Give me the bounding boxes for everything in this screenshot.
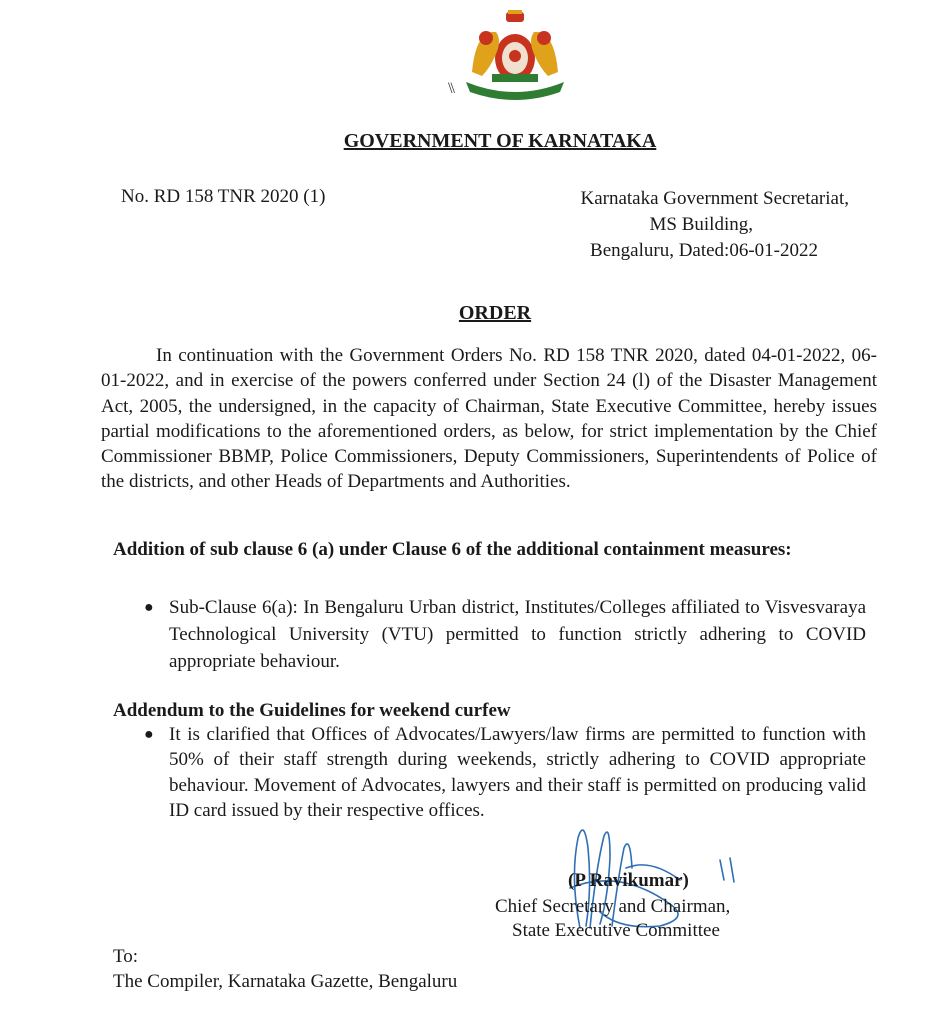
to-label: To:: [113, 946, 139, 967]
reference-number: No. RD 158 TNR 2020 (1): [121, 186, 326, 207]
list-item: [144, 722, 866, 823]
signatory-name: (P Ravikumar): [568, 870, 689, 891]
bullet-list: [144, 722, 866, 823]
bullet-list: [144, 594, 866, 675]
address-line: Bengaluru, Dated:06-01-2022: [590, 240, 818, 261]
address-line: Karnataka Government Secretariat,: [580, 188, 849, 209]
recipient-line: The Compiler, Karnataka Gazette, Bengaluru: [113, 971, 458, 992]
bullet-icon: ●: [144, 599, 154, 616]
karnataka-emblem-icon: [462, 10, 568, 102]
page-title: GOVERNMENT OF KARNATAKA: [343, 130, 657, 152]
order-paragraph: In continuation with the Government Orders No. RD 158 TNR 2020, dated 04-01-2022, 06-01-2022, and in exercise of the powers conferred under Section 24 (l) of the Disaster Management Act, 2005, the undersigned, in the capacity of Chairman, State Executive Committee, hereby issues partial modifications to the aforementioned orders, as below, for strict implementation by the Chief Commissioner BBMP, Police Commissioners, Deputy Commissioners, Superintendents of Police of the districts, and other Heads of Departments and Authorities.: [101, 345, 877, 493]
address-line: MS Building,: [649, 214, 753, 235]
list-item-text: It is clarified that Offices of Advocates/Lawyers/law firms are permitted to function with 50% of their staff strength during weekends, strictly adhering to COVID appropriate behaviour. Movement of Advocates, lawyers and their staff is permitted on producing valid ID card issued by their respective offices.: [169, 724, 866, 821]
bullet-icon: ●: [144, 726, 154, 743]
section-heading: Addendum to the Guidelines for weekend curfew: [113, 700, 511, 721]
signatory-committee: State Executive Committee: [512, 920, 720, 941]
sender-address: [520, 186, 849, 264]
handwritten-mark: \\: [448, 80, 453, 97]
list-item: [144, 594, 866, 675]
list-item-text: Sub-Clause 6(a): In Bengaluru Urban district, Institutes/Colleges affiliated to Visvesvaraya Technological University (VTU) permitted to function strictly adhering to COVID appropriate behaviour.: [169, 597, 866, 672]
section-heading: Addition of sub clause 6 (a) under Clause 6 of the additional containment measures:: [113, 539, 792, 560]
signatory-title: Chief Secretary and Chairman,: [495, 896, 731, 917]
order-heading: ORDER: [458, 302, 532, 324]
